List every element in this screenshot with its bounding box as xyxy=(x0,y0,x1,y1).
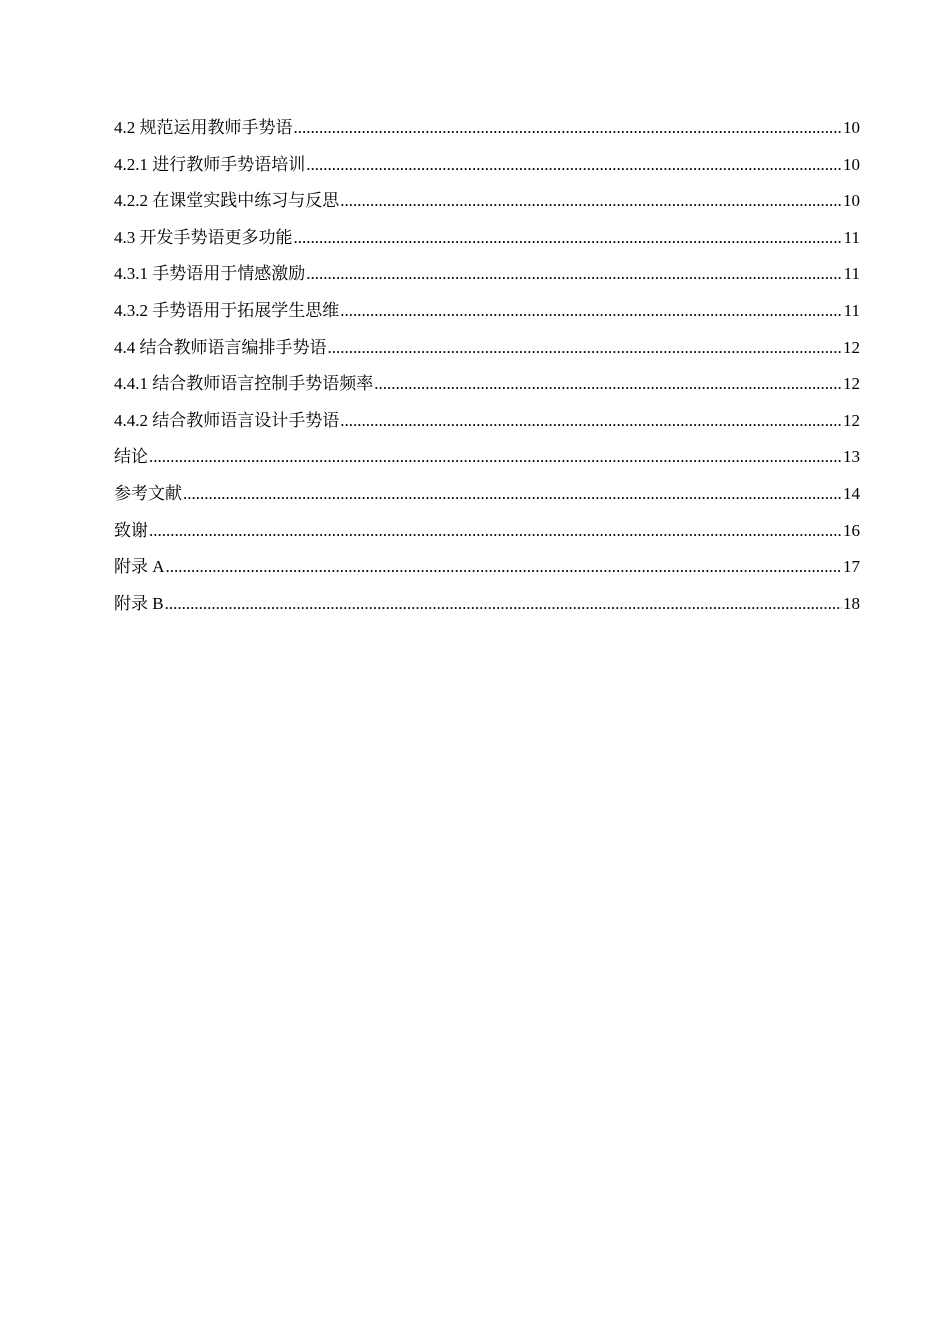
toc-entry-title: 4.3 开发手势语更多功能 xyxy=(114,227,293,247)
toc-entry-page: 10 xyxy=(843,191,860,211)
toc-entry[interactable] xyxy=(114,476,860,513)
toc-entry-title: 4.2 规范运用教师手势语 xyxy=(114,118,293,137)
toc-entry-page: 12 xyxy=(843,337,860,357)
toc-dot-leader xyxy=(166,549,842,586)
toc-entry-title: 结论 xyxy=(114,447,148,467)
toc-entry-page: 11 xyxy=(843,264,860,284)
toc-entry[interactable] xyxy=(114,366,860,403)
toc-dot-leader xyxy=(165,586,842,623)
toc-entry-page: 14 xyxy=(843,483,860,503)
toc-dot-leader xyxy=(374,366,842,403)
toc-entry[interactable] xyxy=(114,403,860,440)
toc-entry-page: 18 xyxy=(843,593,860,613)
toc-entry[interactable] xyxy=(114,439,860,476)
toc-dot-leader xyxy=(294,220,843,257)
toc-entry-title: 4.2.1 进行教师手势语培训 xyxy=(114,154,306,174)
toc-entry[interactable] xyxy=(114,220,860,257)
toc-entry-page: 10 xyxy=(843,154,860,174)
toc-dot-leader xyxy=(328,330,843,367)
toc-entry-title: 4.4 结合教师语言编排手势语 xyxy=(114,337,327,357)
toc-entry[interactable] xyxy=(114,549,860,586)
toc-entry[interactable] xyxy=(114,147,860,184)
toc-entry-title: 附录 A xyxy=(114,557,165,577)
toc-entry-title: 4.4.1 结合教师语言控制手势语频率 xyxy=(114,374,374,394)
toc-entry-page: 11 xyxy=(843,300,860,320)
toc-dot-leader xyxy=(149,439,842,476)
toc-entry-page: 13 xyxy=(843,447,860,467)
toc-entry-title: 参考文献 xyxy=(114,483,182,503)
toc-entry[interactable] xyxy=(114,330,860,367)
toc-entry-page: 16 xyxy=(843,520,860,540)
toc-dot-leader xyxy=(340,403,842,440)
toc-entry-page: 10 xyxy=(843,118,860,137)
toc-entry-title: 4.4.2 结合教师语言设计手势语 xyxy=(114,410,340,430)
toc-entry[interactable] xyxy=(114,183,860,220)
toc-dot-leader xyxy=(340,183,842,220)
toc-entry[interactable] xyxy=(114,293,860,330)
toc-entry-page: 17 xyxy=(843,557,860,577)
toc-entry[interactable] xyxy=(114,110,860,147)
toc-dot-leader xyxy=(294,110,843,147)
toc-entry-page: 11 xyxy=(843,227,860,247)
toc-entry-title: 4.3.2 手势语用于拓展学生思维 xyxy=(114,300,340,320)
toc-entry-page: 12 xyxy=(843,410,860,430)
toc-entry-title: 致谢 xyxy=(114,520,148,540)
toc-dot-leader xyxy=(149,513,842,550)
toc-dot-leader xyxy=(306,147,842,184)
toc-entry[interactable] xyxy=(114,256,860,293)
toc-entry[interactable] xyxy=(114,586,860,623)
toc-dot-leader xyxy=(340,293,842,330)
toc-entry-title: 4.2.2 在课堂实践中练习与反思 xyxy=(114,191,340,211)
toc-dot-leader xyxy=(306,256,842,293)
toc-dot-leader xyxy=(183,476,842,513)
table-of-contents xyxy=(114,110,860,622)
toc-entry[interactable] xyxy=(114,513,860,550)
toc-entry-title: 附录 B xyxy=(114,593,164,613)
toc-entry-title: 4.3.1 手势语用于情感激励 xyxy=(114,264,306,284)
toc-entry-page: 12 xyxy=(843,374,860,394)
